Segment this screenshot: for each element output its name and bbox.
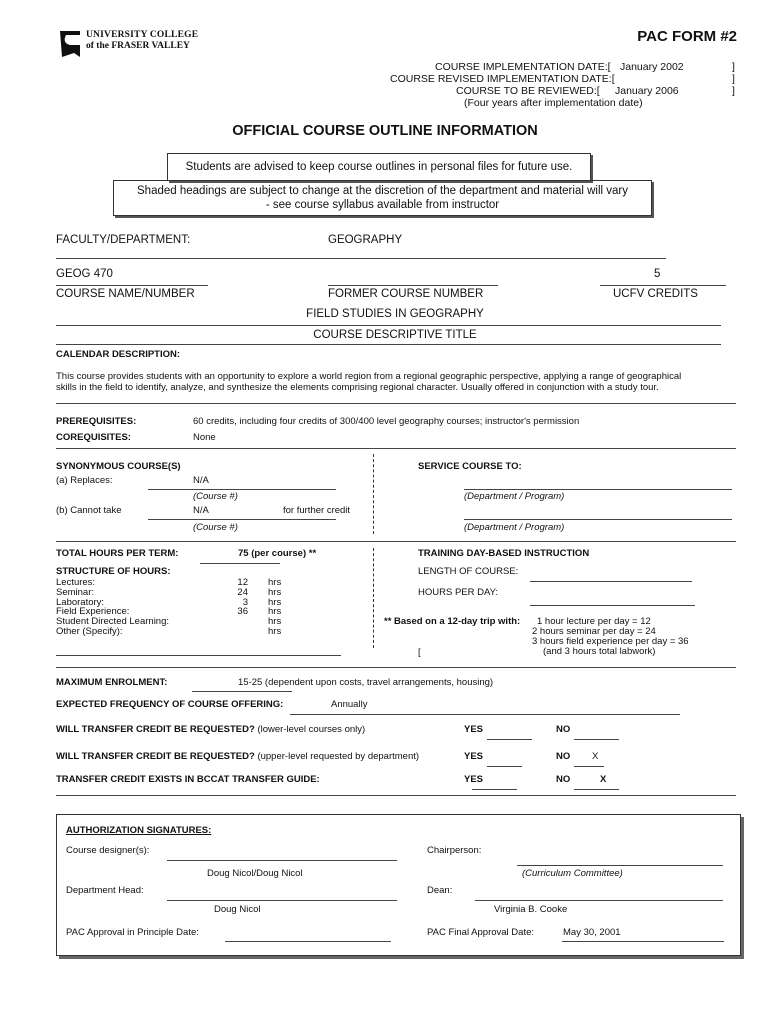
review-date-label: COURSE TO BE REVIEWED:[	[456, 85, 600, 97]
transfer-q2-no-line	[574, 766, 604, 767]
replaces-line	[148, 489, 336, 490]
ucfv-logo	[58, 29, 198, 59]
transfer-q1-yes: YES	[464, 724, 484, 735]
notice-1-text: Students are advised to keep course outlines in personal files for future use.	[185, 161, 573, 173]
pac-final-line	[562, 941, 724, 942]
service-bracket	[373, 454, 378, 534]
hours-row-label: Lectures:	[56, 577, 96, 588]
hours-row-label: Student Directed Learning:	[56, 616, 170, 628]
transfer-q1-bold: WILL TRANSFER CREDIT BE REQUESTED?	[56, 724, 255, 735]
faculty-line	[56, 258, 666, 259]
dean-line	[475, 900, 723, 901]
hours-row-value: 36	[237, 606, 248, 618]
notice-2-line-1: Shaded headings are subject to change at the discretion of the department and material will vary	[137, 185, 628, 197]
chair-note: (Curriculum Committee)	[522, 868, 623, 879]
course-title-label: COURSE DESCRIPTIVE TITLE	[313, 329, 477, 341]
frequency-label: EXPECTED FREQUENCY OF COURSE OFFERING:	[56, 699, 284, 710]
hours-other-line	[56, 655, 341, 656]
ucfv-logo-icon	[58, 29, 84, 59]
coreq-label: COREQUISITES:	[56, 432, 131, 443]
section-divider-2	[56, 403, 736, 404]
transfer-q3-no: NO	[556, 774, 571, 785]
revised-date-label: COURSE REVISED IMPLEMENTATION DATE:[	[390, 73, 615, 85]
transfer-q2	[56, 751, 419, 762]
faculty-label: FACULTY/DEPARTMENT:	[56, 234, 191, 246]
hours-row-label: Laboratory:	[56, 596, 105, 608]
pac-final-value: May 30, 2001	[563, 927, 621, 938]
pac-principle-line	[225, 941, 391, 942]
based-on-line-1: 1 hour lecture per day = 12	[537, 616, 651, 627]
transfer-q2-note: (upper-level requested by department)	[257, 751, 420, 762]
dept-head-line	[167, 900, 397, 901]
calendar-line-1: This course provides students with an opportunity to explore a world region from a regional geographic perspective, applying a range of geographical	[56, 371, 682, 382]
former-number-label: FORMER COURSE NUMBER	[328, 288, 484, 300]
course-number: GEOG 470	[56, 268, 113, 280]
auth-title: AUTHORIZATION SIGNATURES:	[66, 825, 212, 836]
dean-value: Virginia B. Cooke	[494, 904, 568, 915]
dean-label: Dean:	[427, 885, 453, 896]
course-title-line	[56, 325, 721, 326]
section-divider-4	[56, 541, 736, 542]
training-label: TRAINING DAY-BASED INSTRUCTION	[418, 548, 590, 559]
dept-head-value: Doug Nicol	[214, 904, 261, 915]
transfer-q3-no-line	[574, 789, 619, 790]
replaces-course-hash: (Course #)	[193, 491, 238, 502]
transfer-q2-yes: YES	[464, 751, 484, 762]
notice-box-2	[113, 180, 652, 216]
enrolment-line	[192, 691, 292, 692]
course-number-line	[56, 285, 208, 286]
section-divider-1	[56, 344, 721, 345]
transfer-q2-no: NO	[556, 751, 571, 762]
impl-date-value: January 2002	[620, 61, 684, 73]
transfer-q2-bold: WILL TRANSFER CREDIT BE REQUESTED?	[56, 751, 255, 762]
review-date-close: ]	[732, 85, 735, 97]
ucfv-credits-value: 5	[654, 268, 661, 280]
transfer-q3-yes-line	[472, 789, 517, 790]
hours-row-unit: hrs	[268, 626, 282, 637]
hours-row-unit: hrs	[268, 606, 282, 618]
section-divider-6	[56, 795, 736, 796]
logo-line-2: of the FRASER VALLEY	[86, 41, 190, 51]
frequency-value: Annually	[331, 699, 368, 710]
transfer-q1-note: (lower-level courses only)	[257, 724, 366, 735]
further-credit-label: for further credit	[283, 505, 351, 516]
impl-date-close: ]	[732, 61, 735, 73]
revised-date-close: ]	[732, 73, 735, 85]
hours-row-unit: hrs	[268, 596, 282, 608]
pac-principle-label: PAC Approval in Principle Date:	[66, 927, 199, 938]
training-bracket	[373, 548, 378, 648]
main-title: OFFICIAL COURSE OUTLINE INFORMATION	[232, 123, 538, 139]
based-on-line-2: 2 hours seminar per day = 24	[532, 626, 656, 637]
cannot-take-line	[148, 519, 336, 520]
based-on-line-4: (and 3 hours total labwork)	[543, 646, 656, 657]
hours-per-day-line	[530, 605, 695, 606]
notice-2-line-2: - see course syllabus available from instructor	[265, 199, 500, 211]
based-on-label: ** Based on a 12-day trip with:	[384, 616, 521, 627]
designer-label: Course designer(s):	[66, 845, 150, 856]
replaces-label: (a) Replaces:	[56, 475, 113, 486]
transfer-q3-bold: TRANSFER CREDIT EXISTS IN BCCAT TRANSFER GUIDE:	[56, 774, 320, 785]
credits-line	[600, 285, 726, 286]
total-hours-value: 75 (per course) **	[238, 548, 317, 559]
hours-row-unit: hrs	[268, 586, 282, 598]
chair-label: Chairperson:	[427, 845, 482, 856]
prereq-value: 60 credits, including four credits of 300/400 level geography courses; instructor's permission	[193, 416, 580, 427]
designer-value: Doug Nicol/Doug Nicol	[207, 868, 303, 879]
chair-line	[517, 865, 723, 866]
service-course-label: SERVICE COURSE TO:	[418, 461, 522, 472]
transfer-q2-yes-line	[487, 766, 522, 767]
review-note: (Four years after implementation date)	[464, 97, 643, 109]
cannot-take-label: (b) Cannot take	[56, 505, 122, 516]
service-dept-program-1: (Department / Program)	[464, 491, 565, 502]
hours-row-label: Seminar:	[56, 586, 95, 598]
dept-head-label: Department Head:	[66, 885, 144, 896]
course-number-label: COURSE NAME/NUMBER	[56, 288, 195, 300]
service-line-1	[464, 489, 732, 490]
cannot-take-course-hash: (Course #)	[193, 522, 238, 533]
frequency-line	[290, 714, 680, 715]
form-title: PAC FORM #2	[637, 28, 737, 45]
logo-line-1: UNIVERSITY COLLEGE	[86, 30, 199, 40]
transfer-q3-mark: X	[600, 774, 607, 785]
based-on-line-3: 3 hours field experience per day = 36	[532, 636, 689, 647]
length-of-course-line	[530, 581, 692, 582]
authorization-box	[56, 814, 741, 956]
hours-row-value: 24	[237, 586, 248, 598]
prereq-label: PREREQUISITES:	[56, 416, 137, 427]
review-date-value: January 2006	[615, 85, 679, 97]
cannot-take-value: N/A	[193, 505, 209, 516]
transfer-q1-yes-line	[487, 739, 532, 740]
hours-per-day-label: HOURS PER DAY:	[418, 587, 499, 598]
enrolment-label: MAXIMUM ENROLMENT:	[56, 677, 168, 688]
service-dept-program-2: (Department / Program)	[464, 522, 565, 533]
hours-row-value: 3	[242, 596, 248, 608]
hours-row-label: Other (Specify):	[56, 626, 123, 637]
impl-date-label: COURSE IMPLEMENTATION DATE:[	[435, 61, 611, 73]
section-divider-3	[56, 448, 736, 449]
section-divider-5	[56, 667, 736, 668]
service-line-2	[464, 519, 732, 520]
faculty-value: GEOGRAPHY	[328, 234, 403, 246]
calendar-label: CALENDAR DESCRIPTION:	[56, 349, 181, 360]
hours-row-unit: hrs	[268, 577, 282, 588]
transfer-q3-yes: YES	[464, 774, 484, 785]
hours-row-value: 12	[237, 577, 248, 588]
synonymous-label: SYNONYMOUS COURSE(S)	[56, 461, 181, 472]
designer-line	[167, 860, 397, 861]
pac-final-label: PAC Final Approval Date:	[427, 927, 535, 938]
ucfv-credits-label: UCFV CREDITS	[613, 288, 698, 300]
transfer-q2-mark: X	[592, 751, 599, 762]
notice-box-1	[167, 153, 591, 181]
course-title: FIELD STUDIES IN GEOGRAPHY	[306, 308, 484, 320]
total-hours-label: TOTAL HOURS PER TERM:	[56, 548, 179, 559]
hours-row-label: Field Experience:	[56, 606, 130, 618]
replaces-value: N/A	[193, 475, 209, 486]
structure-label: STRUCTURE OF HOURS:	[56, 566, 171, 577]
transfer-q1-no: NO	[556, 724, 571, 735]
transfer-q1	[56, 724, 365, 735]
former-number-line	[328, 285, 498, 286]
calendar-line-2: skills in the field to identify, analyze, and synthesize the elements comprising regional character. Usually offered in conjunction with a study tour.	[56, 382, 659, 393]
hours-row-unit: hrs	[268, 616, 282, 628]
transfer-q1-no-line	[574, 739, 619, 740]
length-of-course-label: LENGTH OF COURSE:	[418, 566, 519, 577]
enrolment-value: 15-25 (dependent upon costs, travel arrangements, housing)	[238, 677, 494, 688]
coreq-value: None	[193, 432, 216, 443]
training-open-bracket: [	[418, 647, 421, 658]
total-hours-line	[200, 563, 280, 564]
